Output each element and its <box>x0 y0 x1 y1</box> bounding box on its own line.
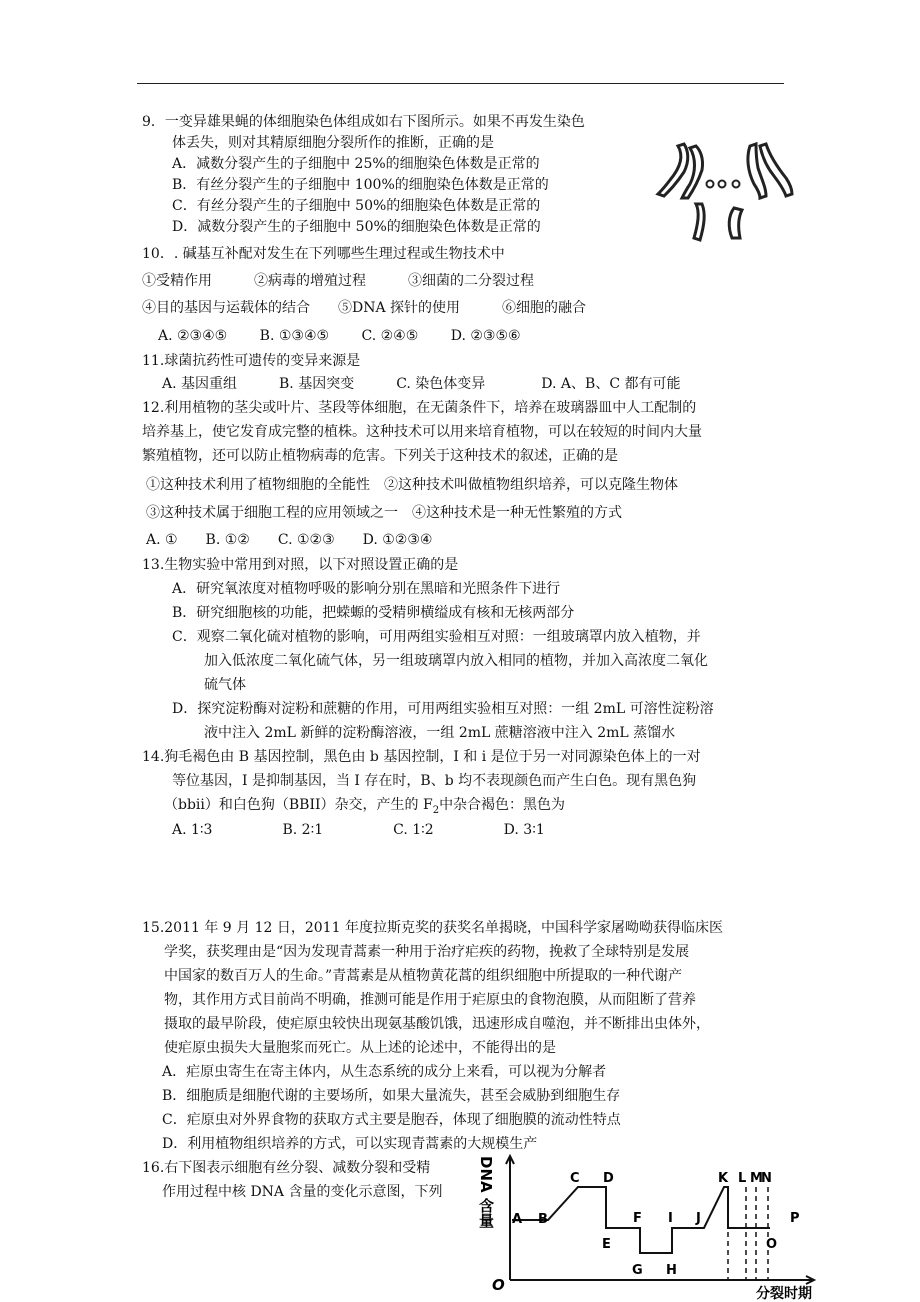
q15-stem-line5: 摄取的最早阶段，使疟原虫较快出现氨基酸饥饿，迅速形成自噬泡，并不断排出虫体外， <box>164 1016 710 1032</box>
point-label-o: O <box>766 1237 778 1252</box>
y-axis-label: DNA 含量 <box>477 1156 495 1228</box>
q11-options: A. 基因重组 B. 基因突变 C. 染色体变异 D. A、B、C 都有可能 <box>162 376 681 392</box>
q9-option-a: A．减数分裂产生的子细胞中 25%的细胞染色体数是正常的 <box>172 156 540 172</box>
point-label-g: G <box>632 1263 643 1278</box>
point-label-l: L <box>738 1171 747 1186</box>
q15-option-d: D．利用植物组织培养的方式，可以实现青蒿素的大规模生产 <box>162 1136 538 1152</box>
chromosome-1 <box>658 144 688 196</box>
q14-options: A. 1∶3 B. 2∶1 C. 1∶2 D. 3∶1 <box>172 822 545 838</box>
q15-option-b: B．细胞质是细胞代谢的主要场所，如果大量流失，甚至会威胁到细胞生存 <box>162 1088 621 1104</box>
point-label-c: C <box>570 1171 580 1186</box>
point-label-e: E <box>602 1237 611 1252</box>
q10-items-2: ④目的基因与运载体的结合 ⑤DNA 探针的使用 ⑥细胞的融合 <box>142 300 587 316</box>
q9-option-b: B．有丝分裂产生的子细胞中 100%的细胞染色体数是正常的 <box>172 177 549 193</box>
chromosome-6 <box>729 208 742 238</box>
q9-option-c: C．有丝分裂产生的子细胞中 50%的细胞染色体数是正常的 <box>172 198 541 214</box>
dot-chromosome <box>733 181 740 188</box>
q9-stem-line1: 9．一变异雄果蝇的体细胞染色体组成如右下图所示。如果不再发生染色 <box>142 114 585 130</box>
q15-option-c: C．疟原虫对外界食物的获取方式主要是胞吞，体现了细胞膜的流动性特点 <box>162 1112 621 1128</box>
q10-items-1: ①受精作用 ②病毒的增殖过程 ③细菌的二分裂过程 <box>142 273 534 289</box>
point-label-h: H <box>666 1263 677 1278</box>
q16-stem-line2: 作用过程中核 DNA 含量的变化示意图，下列 <box>162 1184 443 1200</box>
point-label-d: D <box>603 1171 614 1186</box>
point-label-p: P <box>790 1211 800 1226</box>
point-label-j: J <box>696 1211 701 1226</box>
chromosome-figure <box>650 138 800 246</box>
q12-options: A. ① B. ①② C. ①②③ D. ①②③④ <box>146 532 433 548</box>
q9-option-d: D．减数分裂产生的子细胞中 50%的细胞染色体数是正常的 <box>172 219 541 235</box>
q15-stem-line3: 中国家的数百万人的生命。”青蒿素是从植物黄花蒿的组织细胞中所提取的一种代谢产 <box>164 968 683 984</box>
q10-stem: 10．. 碱基互补配对发生在下列哪些生理过程或生物技术中 <box>142 246 505 262</box>
point-label-f: F <box>633 1211 642 1226</box>
point-label-m: M <box>750 1171 763 1186</box>
chromosome-5 <box>694 204 704 240</box>
q13-option-d-line1: D．探究淀粉酶对淀粉和蔗糖的作用，可用两组实验相互对照：一组 2mL 可溶性淀粉溶 <box>172 701 714 717</box>
q12-statements-1: ①这种技术利用了植物细胞的全能性 ②这种技术叫做植物组织培养，可以克隆生物体 <box>146 477 678 493</box>
point-label-n: N <box>761 1171 772 1186</box>
q13-option-c-line3: 硫气体 <box>204 677 246 693</box>
q15-stem-line6: 使疟原虫损失大量胞浆而死亡。从上述的论述中，不能得出的是 <box>164 1040 556 1056</box>
q15-stem-line4: 物，其作用方式目前尚不明确，推测可能是作用于疟原虫的食物泡膜，从而阻断了营养 <box>164 992 696 1008</box>
q9-stem-line2: 体丢失，则对其精原细胞分裂所作的推断，正确的是 <box>172 135 494 151</box>
q13-option-d-line2: 液中注入 2mL 新鲜的淀粉酶溶液，一组 2mL 蔗糖溶液中注入 2mL 蒸馏水 <box>204 725 676 741</box>
point-label-a: A <box>512 1212 523 1227</box>
q12-stem-line2: 培养基上，使它发育成完整的植株。这种技术可以用来培育植物，可以在较短的时间内大量 <box>142 424 702 440</box>
origin-label: O <box>492 1276 505 1294</box>
q15-stem-line1: 15.2011 年 9 月 12 日，2011 年度拉斯克奖的获奖名单揭晓，中国科学家屠呦呦获得临床医 <box>142 920 723 936</box>
q15-option-a: A．疟原虫寄生在寄主体内，从生态系统的成分上来看，可以视为分解者 <box>162 1064 607 1080</box>
q10-options: A. ②③④⑤ B. ①③④⑤ C. ②④⑤ D. ②③⑤⑥ <box>158 328 521 344</box>
q12-statements-2: ③这种技术属于细胞工程的应用领域之一 ④这种技术是一种无性繁殖的方式 <box>146 505 622 521</box>
q14-stem-line2: 等位基因，I 是抑制基因，当 I 存在时，B、b 均不表现颜色而产生白色。现有黑色狗 <box>172 773 697 789</box>
q14-stem-line3: （bbii）和白色狗（BBII）杂交，产生的 $F_2$中杂合褐色：黑色为 <box>164 797 566 816</box>
q12-stem-line1: 12.利用植物的茎尖或叶片、茎段等体细胞，在无菌条件下，培养在玻璃器皿中人工配制的 <box>142 400 697 416</box>
point-label-b: B <box>538 1212 548 1227</box>
x-axis-label: 分裂时期 <box>756 1286 812 1300</box>
q15-stem-line2: 学奖，获奖理由是“因为发现青蒿素一种用于治疗疟疾的药物，挽救了全球特别是发展 <box>164 944 690 960</box>
q13-option-b: B．研究细胞核的功能，把蝾螈的受精卵横缢成有核和无核两部分 <box>172 605 575 621</box>
point-label-k: K <box>718 1171 729 1186</box>
header-rule <box>137 83 784 84</box>
q16-stem-line1: 16.右下图表示细胞有丝分裂、减数分裂和受精 <box>142 1160 431 1176</box>
q13-stem: 13.生物实验中常用到对照，以下对照设置正确的是 <box>142 557 459 573</box>
q13-option-c-line2: 加入低浓度二氧化硫气体，另一组玻璃罩内放入相同的植物，并加入高浓度二氧化 <box>204 653 708 669</box>
q12-stem-line3: 繁殖植物，还可以防止植物病毒的危害。下列关于这种技术的叙述，正确的是 <box>142 448 618 464</box>
dot-chromosome <box>719 181 726 188</box>
q13-option-c-line1: C．观察二氧化硫对植物的影响，可用两组实验相互对照：一组玻璃罩内放入植物，并 <box>172 629 701 645</box>
q13-option-a: A．研究氧浓度对植物呼吸的影响分别在黑暗和光照条件下进行 <box>172 581 561 597</box>
q14-stem-line1: 14.狗毛褐色由 B 基因控制，黑色由 b 基因控制，I 和 i 是位于另一对同源染色体上的一对 <box>142 749 701 765</box>
point-label-i: I <box>668 1211 673 1226</box>
q11-stem: 11.球菌抗药性可遗传的变异来源是 <box>142 353 361 369</box>
dot-chromosome <box>707 181 714 188</box>
dna-content-chart <box>470 1150 840 1300</box>
